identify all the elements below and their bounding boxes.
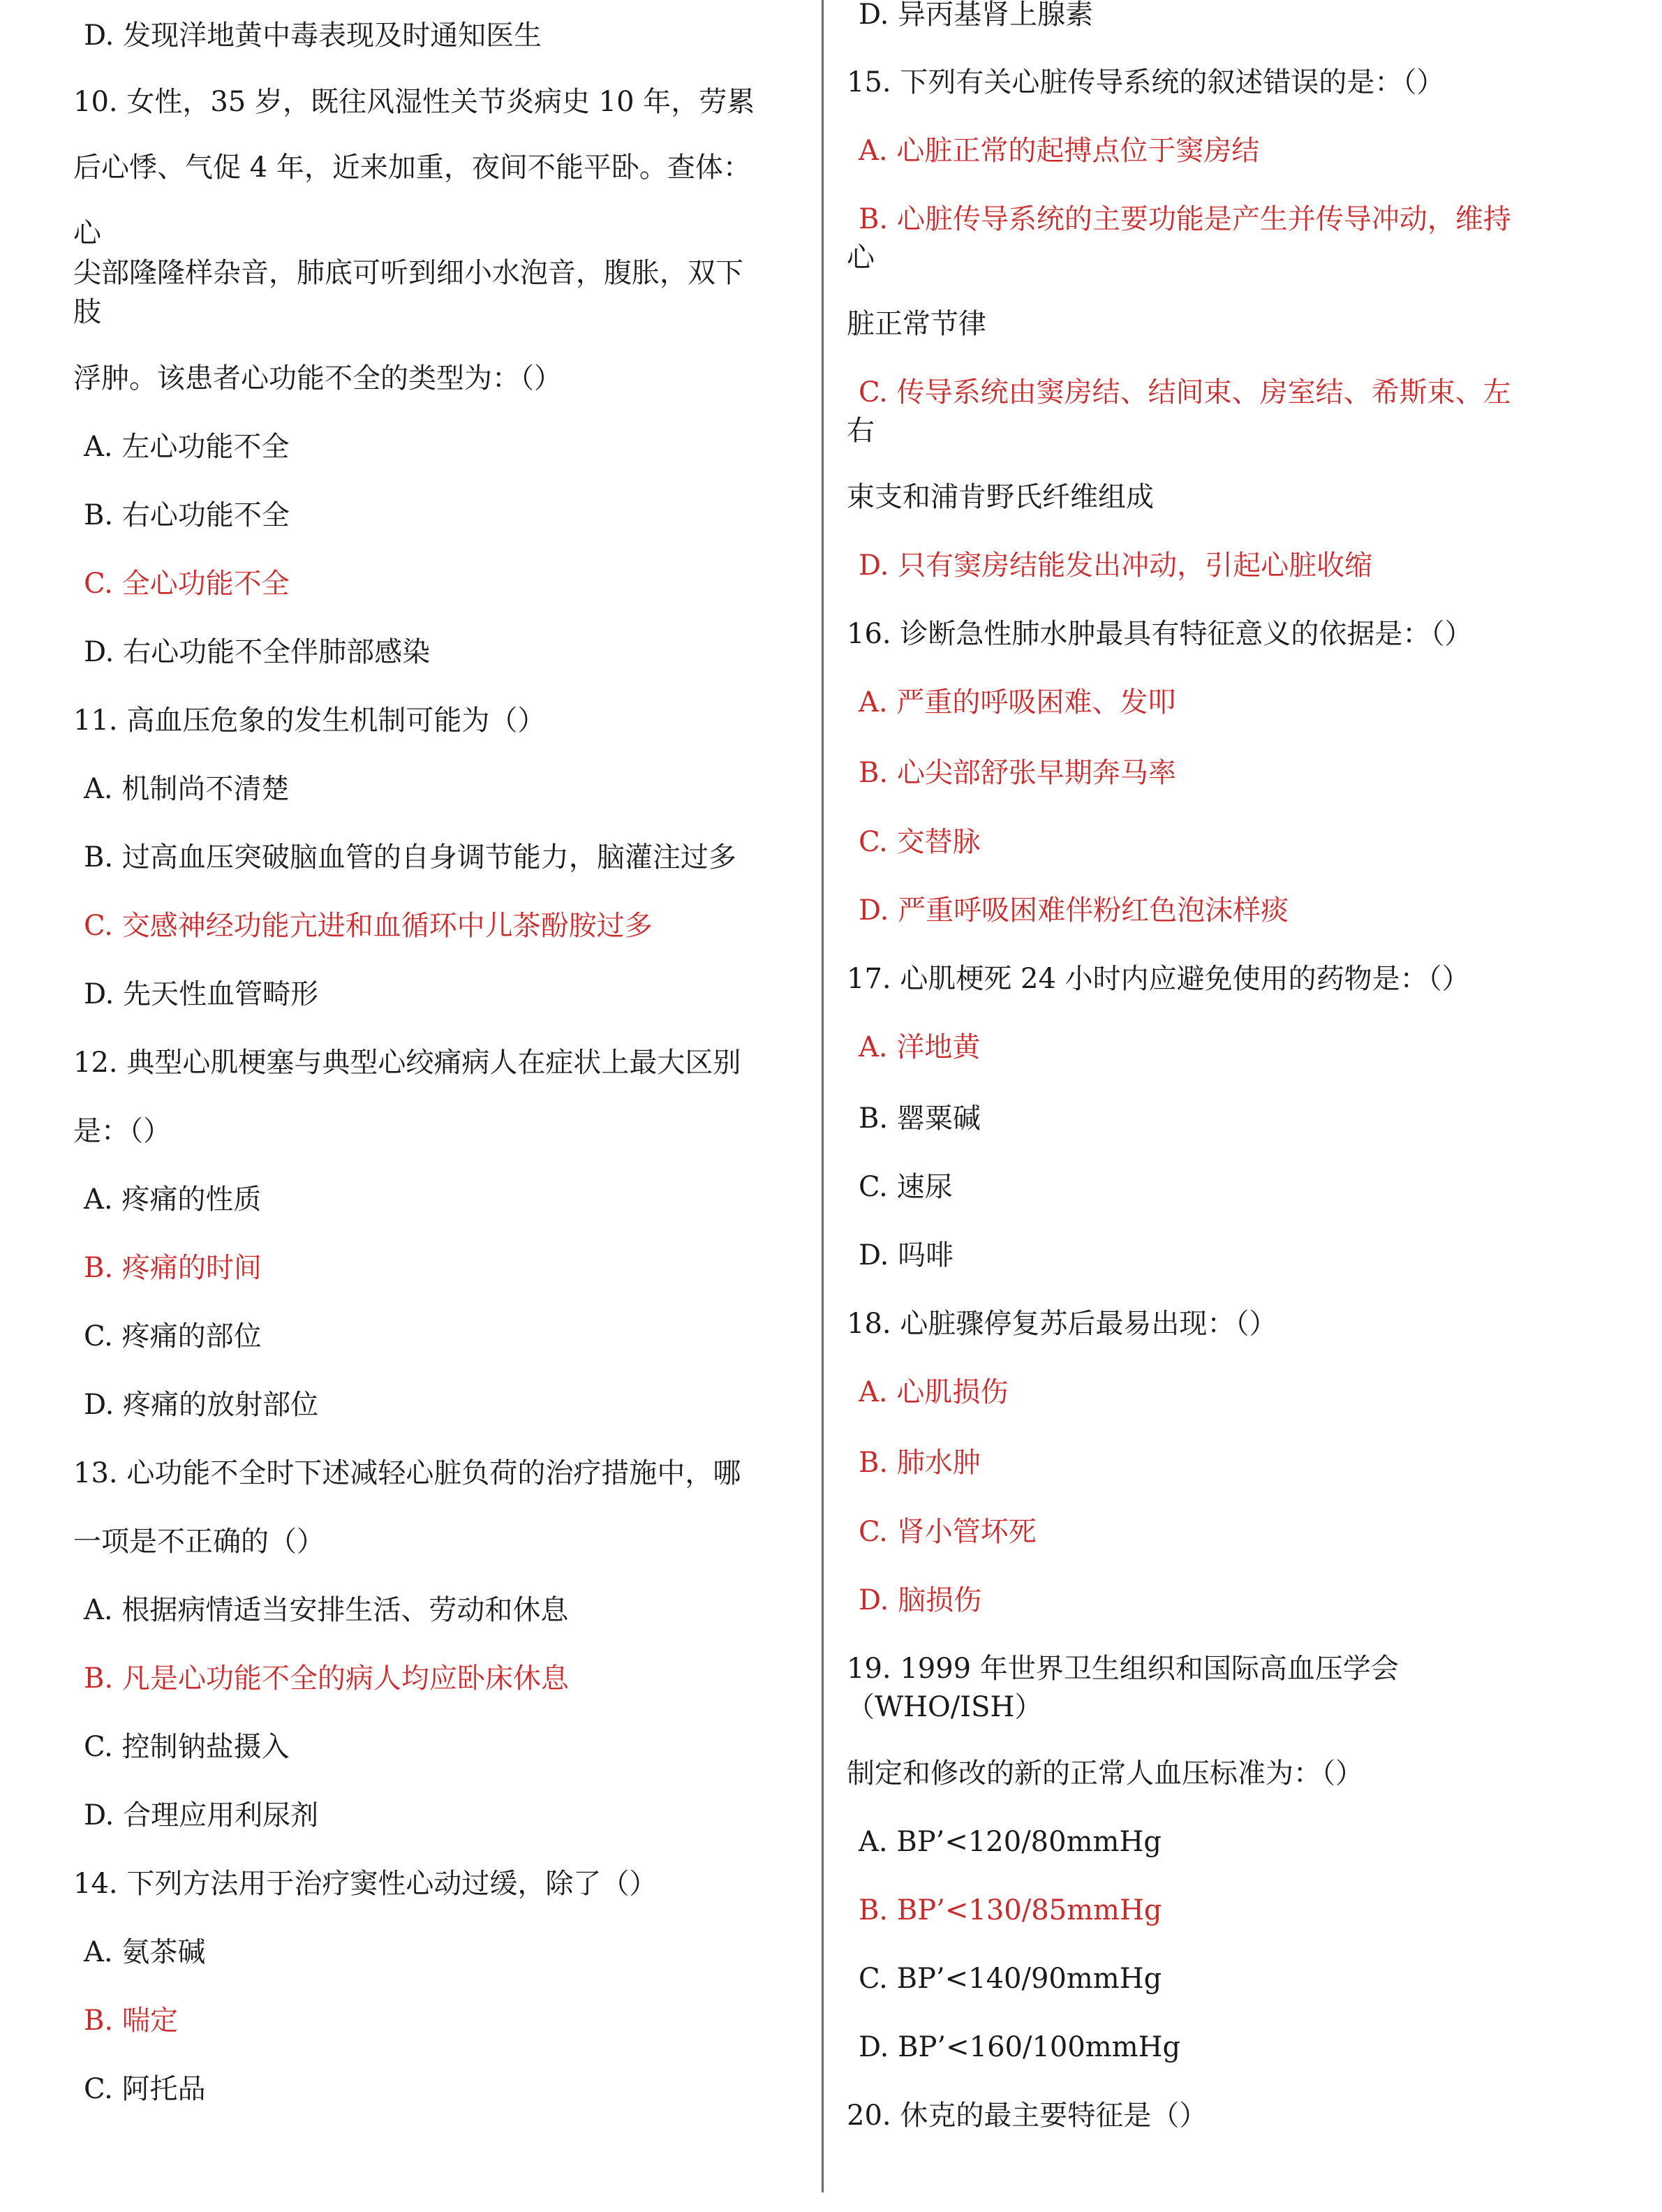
q15-option-c-line3: 束支和浦肯野氏纤维组成: [847, 481, 1154, 513]
q17-option-c: C. 速尿: [859, 1171, 953, 1203]
q10-stem-line5: 肢: [73, 296, 101, 328]
q19-stem-line1: 19. 1999 年世界卫生组织和国际高血压学会: [847, 1653, 1399, 1685]
q19-stem-line3: 制定和修改的新的正常人血压标准为：（）: [847, 1757, 1363, 1790]
q16-option-c: C. 交替脉: [859, 826, 981, 858]
q16-option-b: B. 心尖部舒张早期奔马率: [859, 757, 1176, 789]
q10-stem-line2: 后心悸、气促 4 年，近来加重，夜间不能平卧。查体：: [73, 152, 751, 184]
q18-option-c: C. 肾小管坏死: [859, 1516, 1037, 1548]
q10-stem-line4: 尖部隆隆样杂音，肺底可听到细小水泡音，腹胀，双下: [73, 257, 743, 289]
q11-option-a: A. 机制尚不清楚: [84, 773, 290, 805]
q14-option-d: D. 异丙基肾上腺素: [859, 0, 1094, 31]
q15-option-a: A. 心脏正常的起搏点位于窦房结: [859, 135, 1260, 167]
q15-option-b-line3: 脏正常节律: [847, 308, 986, 340]
q13-option-d: D. 合理应用利尿剂: [84, 1799, 319, 1831]
q10-option-b: B. 右心功能不全: [84, 499, 290, 531]
q12-stem-line2: 是：（）: [73, 1115, 171, 1147]
q13-option-b-answer: B. 凡是心功能不全的病人均应卧床休息: [84, 1662, 569, 1695]
q12-option-d: D. 疼痛的放射部位: [84, 1389, 319, 1421]
q13-option-c: C. 控制钠盐摄入: [84, 1731, 290, 1763]
q17-option-d: D. 吗啡: [859, 1239, 954, 1271]
q10-stem-line6: 浮肿。该患者心功能不全的类型为：（）: [73, 362, 562, 395]
q17-stem: 17. 心肌梗死 24 小时内应避免使用的药物是：（）: [847, 963, 1470, 995]
q14-stem: 14. 下列方法用于治疗窦性心动过缓，除了（）: [73, 1868, 658, 1900]
q18-option-a: A. 心肌损伤: [859, 1376, 1009, 1408]
q15-option-c-line1: C. 传导系统由窦房结、结间束、房室结、希斯束、左: [859, 376, 1511, 408]
q13-option-a: A. 根据病情适当安排生活、劳动和休息: [84, 1594, 569, 1626]
q12-option-b-answer: B. 疼痛的时间: [84, 1252, 262, 1284]
q16-option-a: A. 严重的呼吸困难、发叩: [859, 686, 1176, 718]
q11-option-d: D. 先天性血管畸形: [84, 978, 319, 1010]
q17-option-b: B. 罂粟碱: [859, 1103, 981, 1135]
q13-stem-line1: 13. 心功能不全时下述减轻心脏负荷的治疗措施中，哪: [73, 1457, 741, 1489]
q14-option-b-answer: B. 喘定: [84, 2005, 178, 2037]
q15-stem: 15. 下列有关心脏传导系统的叙述错误的是：（）: [847, 66, 1445, 98]
q10-stem-line1: 10. 女性，35 岁，既往风湿性关节炎病史 10 年，劳累: [73, 86, 755, 118]
q12-option-a: A. 疼痛的性质: [84, 1184, 262, 1216]
q10-stem-line3: 心: [73, 217, 101, 249]
q14-option-a: A. 氨茶碱: [84, 1936, 206, 1968]
q19-option-a: A. BP’<120/80mmHg: [859, 1826, 1162, 1858]
q11-option-b: B. 过高血压突破脑血管的自身调节能力，脑灌注过多: [84, 841, 736, 873]
q19-option-c: C. BP’<140/90mmHg: [859, 1963, 1162, 1995]
column-divider: [822, 0, 824, 2192]
q16-option-d-answer: D. 严重呼吸困难伴粉红色泡沫样痰: [859, 894, 1289, 927]
q18-option-d-answer: D. 脑损伤: [859, 1584, 982, 1616]
q13-stem-line2: 一项是不正确的（）: [73, 1526, 325, 1558]
q9-option-d: D. 发现洋地黄中毒表现及时通知医生: [84, 20, 542, 52]
q10-option-c-answer: C. 全心功能不全: [84, 568, 290, 600]
q12-option-c: C. 疼痛的部位: [84, 1320, 262, 1352]
q18-stem: 18. 心脏骤停复苏后最易出现：（）: [847, 1308, 1277, 1340]
q14-option-c: C. 阿托品: [84, 2073, 206, 2105]
q15-option-c-line2: 右: [847, 415, 875, 447]
q10-option-d: D. 右心功能不全伴肺部感染: [84, 636, 431, 668]
q16-stem: 16. 诊断急性肺水肿最具有特征意义的依据是：（）: [847, 618, 1473, 650]
q19-option-b-answer: B. BP’<130/85mmHg: [859, 1894, 1162, 1926]
q11-option-c-answer: C. 交感神经功能亢进和血循环中儿茶酚胺过多: [84, 910, 653, 942]
q18-option-b: B. 肺水肿: [859, 1447, 981, 1479]
q17-option-a-answer: A. 洋地黄: [859, 1031, 981, 1063]
q15-option-d-answer: D. 只有窦房结能发出冲动，引起心脏收缩: [859, 550, 1373, 582]
q19-stem-line2: （WHO/ISH）: [847, 1691, 1043, 1723]
q15-option-b-line2: 心: [847, 242, 875, 274]
q15-option-b-line1: B. 心脏传导系统的主要功能是产生并传导冲动，维持: [859, 203, 1511, 235]
q11-stem: 11. 高血压危象的发生机制可能为（）: [73, 705, 546, 737]
q10-option-a: A. 左心功能不全: [84, 431, 290, 463]
q20-stem: 20. 休克的最主要特征是（）: [847, 2100, 1208, 2132]
q12-stem-line1: 12. 典型心肌梗塞与典型心绞痛病人在症状上最大区别: [73, 1047, 741, 1079]
q19-option-d: D. BP’<160/100mmHg: [859, 2031, 1181, 2063]
